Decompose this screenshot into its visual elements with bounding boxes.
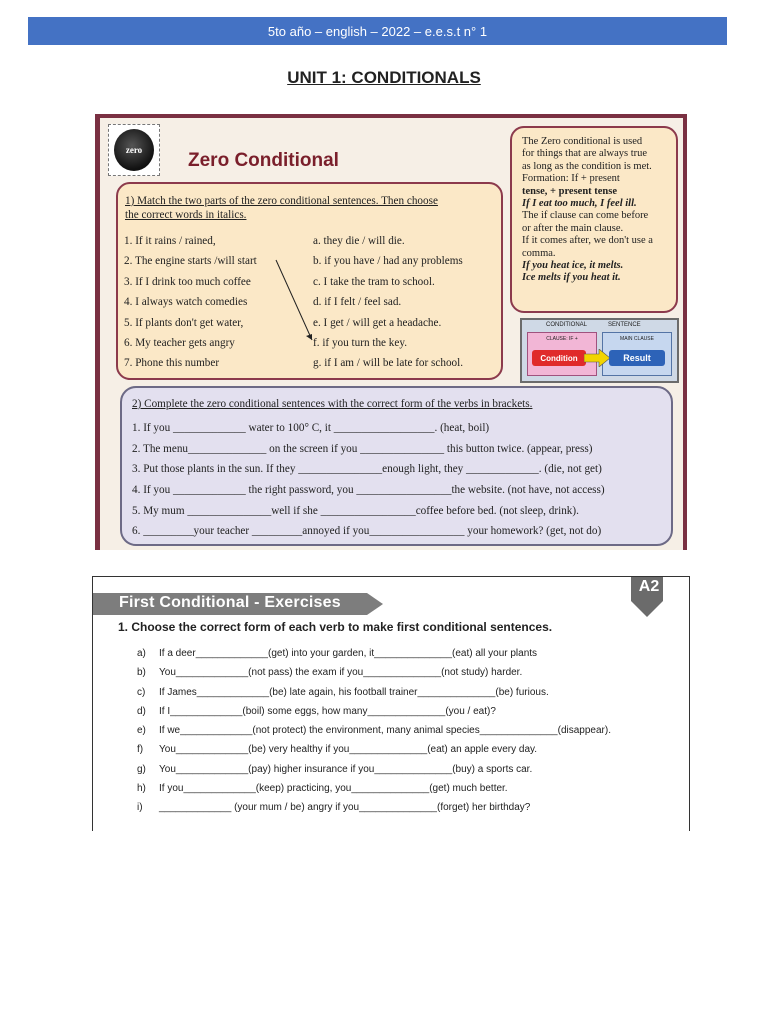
header-bar [28, 17, 727, 45]
rule-line: Ice melts if you heat it. [522, 272, 621, 284]
exercise-row [137, 683, 685, 702]
level-badge: A2 [638, 578, 660, 595]
exercise-text: If I_____________(boil) some eggs, how many______________(you / eat)? [159, 705, 496, 717]
exercise-2-item: 2. The menu______________ on the screen if you _______________ this button twice. (appear, press) [132, 442, 593, 455]
exercise-2-item: 5. My mum _______________well if she _________________coffee before bed. (not sleep, drink). [132, 504, 579, 517]
match-right-item: b. if you have / had any problems [313, 255, 463, 268]
exercise-row [137, 779, 685, 798]
match-right-item: d. if I felt / feel sad. [313, 296, 402, 309]
header-bar-text: 5to año – english – 2022 – e.e.s.t n° 1 [267, 23, 488, 39]
exercise-letter: i) [137, 802, 143, 814]
exercise-letter: e) [137, 725, 146, 737]
exercise-letter: g) [137, 763, 146, 775]
diagram-label-sentence: SENTENCE [608, 322, 641, 328]
exercise-letter: h) [137, 783, 146, 795]
diagram-main-clause-label: MAIN CLAUSE [620, 336, 654, 342]
zero-title: Zero Conditional [188, 150, 339, 171]
first-conditional-instruction: 1. Choose the correct form of each verb to make first conditional sentences. [118, 620, 553, 634]
rule-line: If I eat too much, I feel ill. [522, 198, 637, 210]
exercise-text: _____________ (your mum / be) angry if you______________(forget) her birthday? [159, 802, 531, 814]
match-left-item: 2. The engine starts /will start [124, 255, 257, 268]
first-conditional-worksheet [92, 576, 690, 831]
first-conditional-list [137, 644, 685, 818]
exercise-2-item: 4. If you _____________ the right password, you _________________the website. (not have, not access) [132, 484, 605, 497]
exercise-letter: c) [137, 686, 146, 698]
match-left-item: 6. My teacher gets angry [124, 336, 235, 349]
exercise-2-item: 6. _________your teacher _________annoyed if you_________________ your homework? (get, not do) [132, 525, 602, 538]
rule-line: The if clause can come before [522, 210, 649, 222]
exercise-1-right-column [313, 231, 498, 374]
first-conditional-banner: First Conditional - Exercises [119, 594, 341, 611]
page-title: UNIT 1: CONDITIONALS [287, 68, 481, 87]
exercise-row [137, 721, 685, 740]
match-left-item: 7. Phone this number [124, 357, 220, 370]
exercise-2-item: 3. Put those plants in the sun. If they _______________enough light, they _____________. (die, not get) [132, 463, 602, 476]
match-left-item: 1. If it rains / rained, [124, 235, 216, 247]
exercise-letter: a) [137, 648, 146, 659]
match-right-item: e. I get / will get a headache. [313, 316, 442, 329]
diagram-condition-pill: Condition [532, 350, 586, 366]
exercise-text: If we_____________(not protect) the environment, many animal species______________(disappear). [159, 725, 611, 737]
exercise-text: If a deer_____________(get) into your garden, it______________(eat) all your plants [159, 648, 538, 659]
exercise-row [137, 798, 685, 817]
zero-logo-icon: zero [114, 129, 154, 171]
conditional-sentence-diagram [520, 318, 679, 383]
exercise-letter: f) [137, 744, 144, 756]
diagram-clause-label: CLAUSE: IF + [546, 336, 578, 342]
match-left-item: 3. If I drink too much coffee [124, 275, 251, 288]
exercise-row [137, 663, 685, 682]
exercise-row [137, 702, 685, 721]
rule-line: If you heat ice, it melts. [522, 260, 624, 272]
exercise-text: You_____________(not pass) the exam if you______________(not study) harder. [159, 667, 523, 679]
rule-line: comma. [522, 247, 556, 259]
exercise-2-item: 1. If you _____________ water to 100° C, it __________________. (heat, boil) [132, 422, 490, 434]
exercise-row [137, 760, 685, 779]
exercise-text: You_____________(pay) higher insurance if you______________(buy) a sports car. [159, 763, 533, 775]
rule-line: tense, + present tense [522, 185, 618, 197]
exercise-row [137, 644, 685, 663]
diagram-label-conditional: CONDITIONAL [546, 322, 588, 328]
exercise-1-panel [116, 182, 503, 380]
rule-line: or after the main clause. [522, 222, 624, 234]
exercise-1-instruction [125, 194, 485, 222]
exercise-text: You_____________(be) very healthy if you______________(eat) an apple every day. [159, 744, 538, 756]
rule-line: as long as the condition is met. [522, 160, 652, 172]
exercise-1-instruction-line-1: 1) Match the two parts of the zero conditional sentences. Then choose [125, 195, 438, 207]
match-right-item: f. if you turn the key. [313, 336, 408, 349]
zero-rule-text [522, 136, 674, 285]
zero-logo [108, 124, 160, 176]
rule-line: for things that are always true [522, 148, 648, 160]
exercise-2-list [132, 418, 667, 542]
exercise-text: If you_____________(keep) practicing, you______________(get) much better. [159, 783, 508, 795]
exercise-2-instruction: 2) Complete the zero conditional sentences with the correct form of the verbs in brackets. [132, 398, 533, 410]
exercise-row [137, 740, 685, 759]
rule-line: If it comes after, we don't use a [522, 235, 653, 247]
exercise-text: If James_____________(be) late again, his football trainer______________(be) furious. [159, 686, 549, 698]
exercise-letter: d) [137, 705, 146, 717]
match-left-item: 4. I always watch comedies [124, 296, 248, 309]
match-right-item: c. I take the tram to school. [313, 275, 435, 288]
diagram-result-pill: Result [609, 350, 665, 366]
zero-worksheet-body [100, 118, 683, 550]
match-right-item: g. if I am / will be late for school. [313, 357, 464, 370]
diagram-arrow-icon [584, 349, 610, 367]
zero-rule-box [510, 126, 678, 313]
exercise-1-instruction-line-2: the correct words in italics. [125, 209, 247, 221]
exercise-2-panel [120, 386, 673, 546]
match-left-item: 5. If plants don't get water, [124, 316, 244, 329]
match-right-item: a. they die / will die. [313, 235, 405, 247]
rule-line: Formation: If + present [522, 173, 620, 185]
exercise-letter: b) [137, 667, 146, 679]
zero-conditional-worksheet [95, 114, 687, 550]
rule-line: The Zero conditional is used [522, 136, 643, 147]
